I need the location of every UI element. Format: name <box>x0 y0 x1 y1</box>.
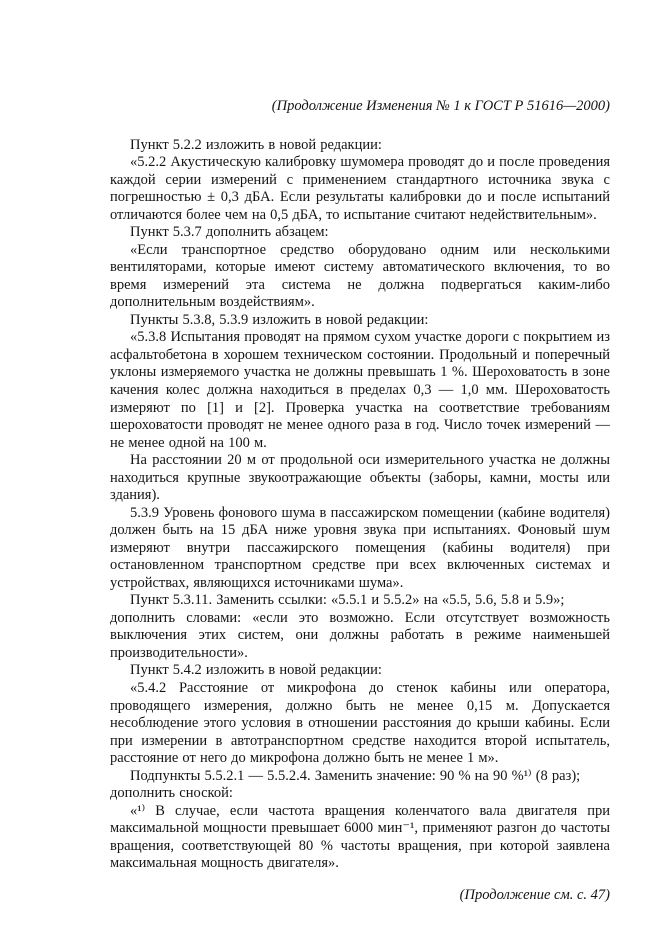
paragraph: дополнить сноской: <box>110 785 233 802</box>
paragraph: «¹⁾ В случае, если частота вращения коленчатого вала двигателя при максимальной мощности превышает 6000 мин⁻¹, применяют разгон до частоты вращения, соответствующей 80 % частоты вращения, при которой заявлена максимальная мощность двигателя». <box>110 802 610 872</box>
paragraph: Подпункты 5.5.2.1 — 5.5.2.4. Заменить значение: 90 % на 90 %¹⁾ (8 раз); <box>130 767 581 784</box>
paragraph: дополнить словами: «если это возможно. Если отсутствует возможность выключения этих систем, они должны работать в режиме наименьшей производительности». <box>110 609 610 661</box>
paragraph: На расстоянии 20 м от продольной оси измерительного участка не должны находиться крупные звукоотражающие объекты (заборы, камни, мосты или здания). <box>110 452 610 504</box>
paragraph: Пункт 5.3.7 дополнить абзацем: <box>130 224 329 241</box>
paragraph: «Если транспортное средство оборудовано одним или несколькими вентиляторами, которые имеют систему автоматического включения, то во время измерений эта система не должна подвергаться каким-либо дополнительным воздействиям». <box>110 241 610 311</box>
paragraph: Пункты 5.3.8, 5.3.9 изложить в новой редакции: <box>130 311 429 328</box>
header-continuation-note: (Продолжение Изменения № 1 к ГОСТ Р 51616—2000) <box>271 98 610 114</box>
paragraph: 5.3.9 Уровень фонового шума в пассажирском помещении (кабине водителя) должен быть на 15 дБА ниже уровня звука при испытаниях. Фоновый шум измеряют внутри пассажирского помещения (кабины водителя) при остановленном транспортном средстве при всех включенных системах и устройствах, являющихся источниками шума». <box>110 504 610 591</box>
footer-continuation-note: (Продолжение см. с. 47) <box>459 886 610 903</box>
paragraph: Пункт 5.3.11. Заменить ссылки: «5.5.1 и 5.5.2» на «5.5, 5.6, 5.8 и 5.9»; <box>130 592 565 609</box>
paragraph: Пункт 5.2.2 изложить в новой редакции: <box>130 136 382 153</box>
paragraph: «5.3.8 Испытания проводят на прямом сухом участке дороги с покрытием из асфальтобетона в хорошем техническом состоянии. Продольный и поперечный уклоны измеряемого участка не должны превышать 1 %. Шероховатость в зоне качения колес должна находиться в пределах 0,3 — 1,0 мм. Шероховатость измеряют по [1] и [2]. Проверка участка на соответствие требованиям шероховатости проводят не менее одного раза в год. Число точек измерений — не менее одной на 100 м. <box>110 329 610 451</box>
document-body <box>110 137 610 873</box>
paragraph: Пункт 5.4.2 изложить в новой редакции: <box>130 662 382 679</box>
paragraph: «5.4.2 Расстояние от микрофона до стенок кабины или оператора, проводящего измерения, должно быть не менее 0,15 м. Допускается несоблюдение этого условия в отношении расстояния до крыши кабины. Если при измерении в автотранспортном средстве находится второй испытатель, расстояние от него до микрофона должно быть не менее 1 м». <box>110 680 610 767</box>
paragraph: «5.2.2 Акустическую калибровку шумомера проводят до и после проведения каждой серии измерений с применением стандартного источника звука с погрешностью ± 0,3 дБА. Если результаты калибровки до и после испытаний отличаются более чем на 0,5 дБА, то испытание считают недействительным». <box>110 154 611 223</box>
